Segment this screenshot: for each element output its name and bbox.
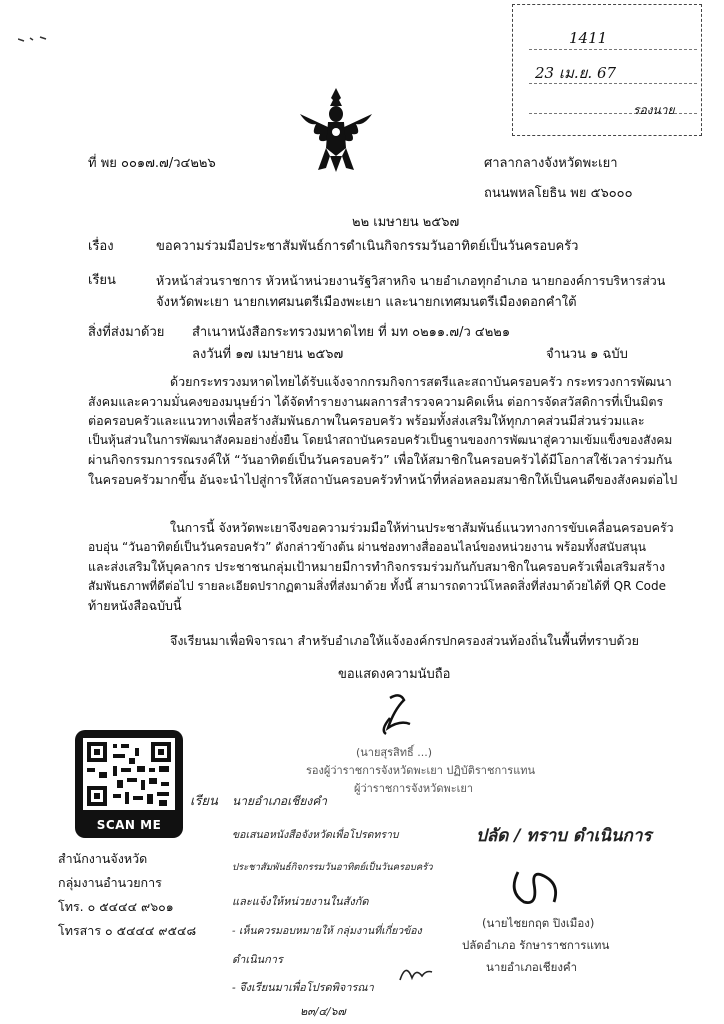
handwritten-date: ๒๓/๔/๖๗ [300,1005,346,1018]
office-name: ศาลากลางจังหวัดพะเยา [484,156,618,171]
recipient-label: เรียน [88,273,116,288]
signer-name: (นายสุรสิทธิ์ ...) [356,746,433,759]
handwritten-line-2: ขอเสนอหนังสือจังหวัดเพื่อโปรดทราบ [232,829,399,841]
body-paragraph-3: จึงเรียนมาเพื่อพิจารณา สำหรับอำเภอให้แจ้งองค์กรปกครองส่วนท้องถิ่นในพื้นที่ทราบด้วย [170,633,640,648]
signer-title-2: ผู้ว่าราชการจังหวัดพะเยา [354,782,474,795]
handwritten-right-name: (นายไชยกฤต ปิงเมือง) [482,916,595,930]
stamp-footer: รองนาย [633,103,675,117]
contact-office: สำนักงานจังหวัด [58,851,148,866]
office-address: ถนนพหลโยธิน พย ๕๖๐๐๐ [484,186,633,201]
contact-tel: โทร. ๐ ๕๔๔๔ ๙๖๐๑ [58,899,174,914]
stamp-date: 23 เม.ย. 67 [535,64,617,82]
handwritten-line-7: - จึงเรียนมาเพื่อโปรดพิจารณา [232,981,374,994]
p1-line-5: ผ่านกิจกรรมการรณรงค์ให้ “วันอาทิตย์เป็นวันครอบครัว” เพื่อให้สมาชิกในครอบครัวได้มีโอกาสใช้เวลาร่วมกัน [88,452,673,467]
p1-line-3: ต่อครอบครัวและแนวทางเพื่อสร้างสัมพันธภาพในครอบครัว พร้อมทั้งส่งเสริมให้ทุกภาคส่วนมีส่วนร่วมและ [88,413,645,428]
handwritten-line-1: นายอำเภอเชียงคำ [232,794,328,808]
document-date: ๒๒ เมษายน ๒๕๖๗ [352,215,460,230]
handwritten-right-title-2: นายอำเภอเชียงคำ [486,960,578,974]
handwritten-initials [396,958,436,988]
contact-fax: โทรสาร ๐ ๕๔๔๔ ๙๕๔๘ [58,923,197,938]
recipient-line-2: จังหวัดพะเยา นายกเทศมนตรีเมืองพะเยา และนายกเทศมนตรีเมืองดอกคำใต้ [156,295,577,310]
qr-scan-label: SCAN ME [96,818,162,832]
subject-text: ขอความร่วมมือประชาสัมพันธ์การดำเนินกิจกรรมวันอาทิตย์เป็นวันครอบครัว [156,239,579,254]
signer-title: รองผู้ว่าราชการจังหวัดพะเยา ปฏิบัติราชการแทน [306,764,536,777]
handwritten-label: เรียน [190,794,218,809]
receipt-stamp [512,4,702,136]
corner-mark [18,30,48,40]
p2-line-1: ในการนี้ จังหวัดพะเยาจึงขอความร่วมมือให้ท่านประชาสัมพันธ์แนวทางการขับเคลื่อนครอบครัว [170,520,674,535]
p2-line-5: ท้ายหนังสือฉบับนี้ [88,598,182,613]
p1-line-4: เป็นหุ้นส่วนในการพัฒนาสังคมอย่างยั่งยืน โดยนำสถาบันครอบครัวเป็นฐานของการพัฒนาสู่ความเข้มแข็งของสังคม [88,432,673,447]
handwritten-right-title: ปลัดอำเภอ รักษาราชการแทน [462,938,610,952]
p2-line-2: อบอุ่น “วันอาทิตย์เป็นวันครอบครัว” ดังกล่าวข้างต้น ผ่านช่องทางสื่อออนไลน์ของหน่วยงาน พร้อมทั้งสนับสนุน [88,539,646,554]
subject-label: เรื่อง [88,239,114,254]
closing-text: ขอแสดงความนับถือ [338,667,451,682]
recipient-line-1: หัวหน้าส่วนราชการ หัวหน้าหน่วยงานรัฐวิสาหกิจ นายอำเภอทุกอำเภอ นายกองค์การบริหารส่วน [156,273,666,288]
body-paragraph-2 [88,518,674,616]
qr-code[interactable] [75,730,183,838]
handwritten-line-3: ประชาสัมพันธ์กิจกรรมวันอาทิตย์เป็นวันครอบครัว [232,862,433,873]
p2-line-4: สัมพันธภาพที่ดีต่อไป รายละเอียดปรากฏตามสิ่งที่ส่งมาด้วย ทั้งนี้ สามารถดาวน์โหลดสิ่งที่ส่งมาด้วยได้ที่ QR Code [88,578,666,593]
p1-line-6: ในครอบครัวมากขึ้น อันจะนำไปสู่การให้สถาบันครอบครัวทำหน้าที่หล่อหลอมสมาชิกให้เป็นคนดีของสังคมต่อไป [88,471,678,487]
garuda-emblem [290,84,382,176]
enclosure-line-1: สำเนาหนังสือกระทรวงมหาดไทย ที่ มท ๐๒๑๑.๗/ว ๔๒๒๑ [192,325,511,340]
document-number: ที่ พย ๐๐๑๗.๗/ว๔๒๒๖ [88,156,216,171]
handwritten-line-5: - เห็นควรมอบหมายให้ กลุ่มงานที่เกี่ยวข้อง [232,925,422,937]
p1-line-1: ด้วยกระทรวงมหาดไทยได้รับแจ้งจากกรมกิจการสตรีและสถาบันครอบครัว กระทรวงการพัฒนา [170,374,672,389]
signature [360,690,440,740]
enclosure-line-2: ลงวันที่ ๑๗ เมษายน ๒๕๖๗ [192,347,344,362]
enclosure-count: จำนวน ๑ ฉบับ [546,347,628,362]
contact-group: กลุ่มงานอำนวยการ [58,875,162,890]
enclosure-label: สิ่งที่ส่งมาด้วย [88,325,165,340]
handwritten-right-signature [504,862,574,912]
stamp-number: 1411 [569,29,608,47]
handwritten-right-note: ปลัด / ทราบ ดำเนินการ [476,826,652,846]
handwritten-line-4: และแจ้งให้หน่วยงานในสังกัด [232,895,369,908]
p1-line-2: สังคมและความมั่นคงของมนุษย์ว่า ได้จัดทำรายงานผลการสำรวจความคิดเห็น ต่อการจัดสวัสดิการที่เป็นมิตร [88,393,664,409]
body-paragraph-1 [88,372,678,489]
handwritten-line-6: ดำเนินการ [232,953,283,966]
p2-line-3: และส่งเสริมให้บุคลากร ประชาชนกลุ่มเป้าหมายมีการทำกิจกรรมร่วมกันกับสมาชิกในครอบครัวเพื่อเสริมสร้าง [88,559,666,574]
